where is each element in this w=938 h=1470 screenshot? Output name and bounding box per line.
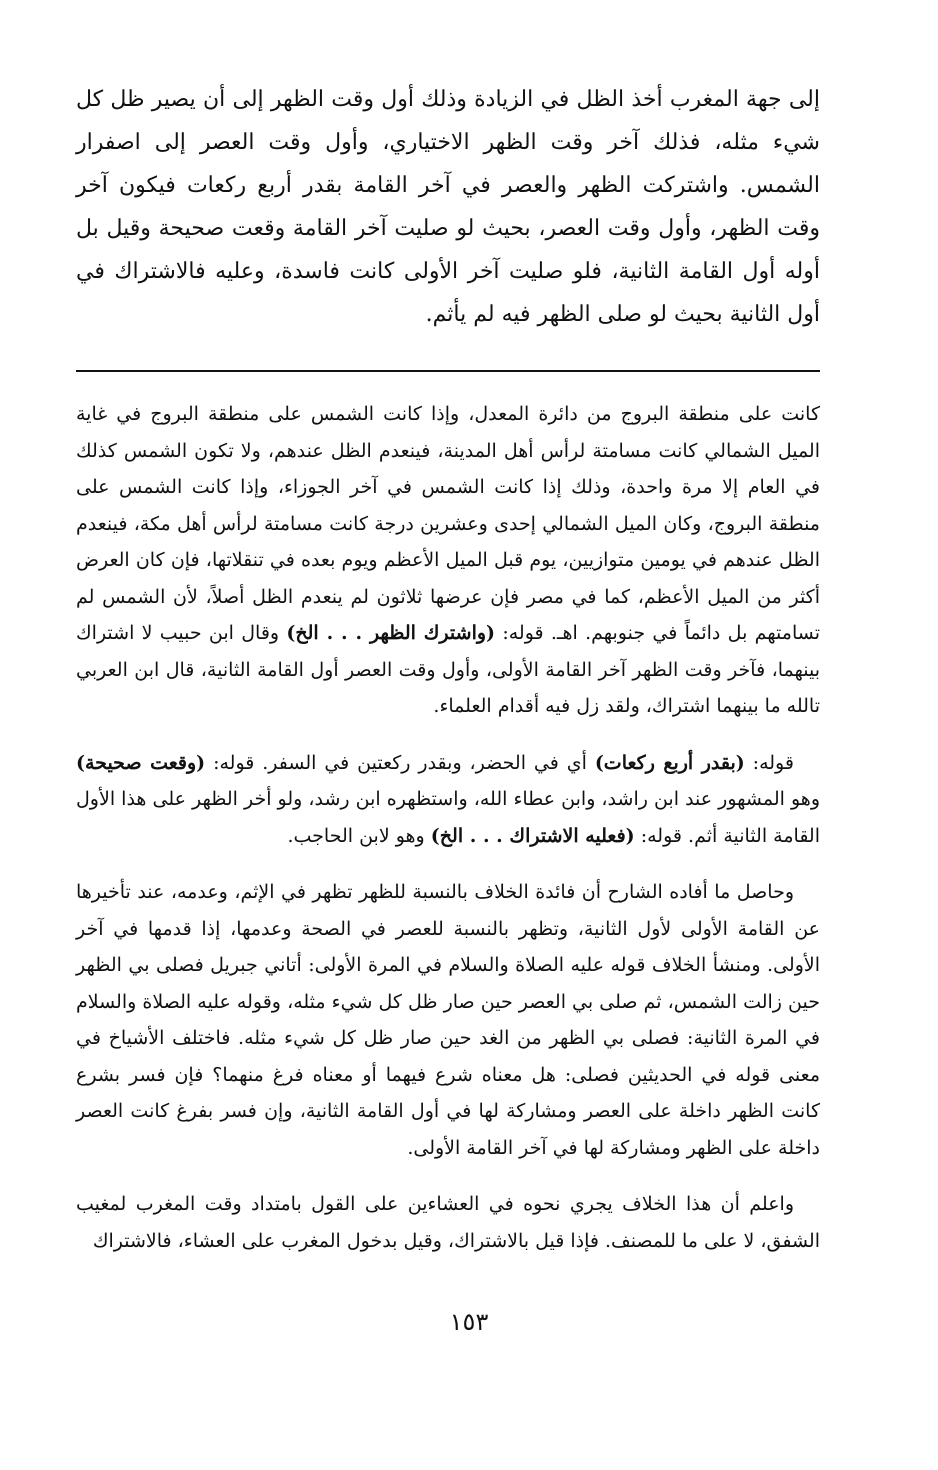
footnote-quote: (واشترك الظهر . . . الخ)	[286, 622, 496, 644]
footnote-text: وقال ابن حبيب لا اشتراك بينهما، فآخر وقت الظهر آخر القامة الأولى، وأول وقت العصر أول القامة الثانية، قال ابن العربي تالله ما بينهما اشتراك، ولقد زل فيه أقدام العلماء.	[76, 622, 820, 717]
footnote-paragraph: وحاصل ما أفاده الشارح أن فائدة الخلاف بالنسبة للظهر تظهر في الإثم، وعدمه، عند تأخيرها عن القامة الأولى لأول الثانية، وتظهر بالنسبة للعصر في الصحة وعدمها، إذا قدمها في آخر الأولى. ومنشأ الخلاف قوله عليه الصلاة والسلام في المرة الأولى: أتاني جبريل فصلى بي الظهر حين زالت الشمس، ثم صلى بي العصر حين صار ظل كل شيء مثله، وقوله عليه الصلاة والسلام في المرة الثانية: فصلى بي الظهر من الغد حين صار ظل كل شيء مثله. فاختلف الأشياخ في معنى قوله في الحديثين فصلى: هل معناه شرع فيهما أو معناه فرغ منهما؟ فإن فسر بشرع كانت الظهر داخلة على العصر ومشاركة لها في أول القامة الثانية، وإن فسر بفرغ كانت العصر داخلة على الظهر ومشاركة لها في آخر القامة الأولى.	[76, 881, 820, 1159]
footnote-separator	[76, 370, 820, 372]
footnote-text: وهو لابن الحاجب.	[287, 824, 425, 847]
footnote-paragraph	[76, 396, 820, 725]
footnote-quote: (وقعت صحيحة)	[76, 751, 206, 774]
footnote-quote: (فعليه الاشتراك . . . الخ)	[430, 824, 635, 847]
footnotes	[76, 396, 820, 1259]
footnote-text: قوله:	[752, 751, 794, 774]
footnote-text: كانت على منطقة البروج من دائرة المعدل، وإذا كانت الشمس على منطقة البروج في غاية الميل الشمالي كانت مسامتة لرأس أهل المدينة، فينعدم الظل عندهم، ولا تكون الشمس كذلك في العام إلا مرة واحدة، وذلك إذا كانت الشمس في آخر الجوزاء، وإذا كانت الشمس على منطقة البروج، وكان الميل الشمالي إحدى وعشرين درجة كانت مسامتة لرأس أهل مكة، فينعدم الظل عندهم في يومين متوازيين، يوم قبل الميل الأعظم ويوم بعده في تنقلاتها، فإن كان العرض أكثر من الميل الأعظم، كما في مصر فإن عرضها ثلاثون لم ينعدم الظل أصلاً، لأن الشمس لم تسامتهم بل دائماً في جنوبهم. اهـ. قوله:	[76, 403, 820, 644]
footnote-text: أي في الحضر، وبقدر ركعتين في السفر. قوله:	[213, 751, 587, 774]
footnote-paragraph: واعلم أن هذا الخلاف يجري نحوه في العشاءين على القول بامتداد وقت المغرب لمغيب الشفق، لا على ما للمصنف. فإذا قيل بالاشتراك، وقيل بدخول المغرب على العشاء، فالاشتراك	[76, 1193, 820, 1252]
footnote-quote: (بقدر أربع ركعات)	[594, 751, 745, 774]
footnote-paragraph	[76, 745, 820, 855]
main-text	[76, 78, 820, 336]
book-page	[76, 78, 820, 1279]
page-number: ١٥٣	[449, 1308, 489, 1336]
main-paragraph: إلى جهة المغرب أخذ الظل في الزيادة وذلك أول وقت الظهر إلى أن يصير ظل كل شيء مثله، فذلك آخر وقت الظهر الاختياري، وأول وقت العصر إلى اصفرار الشمس. واشتركت الظهر والعصر في آخر القامة بقدر أربع ركعات فيكون آخر وقت الظهر، وأول وقت العصر، بحيث لو صليت آخر القامة وقعت صحيحة وقيل بل أوله أول القامة الثانية، فلو صليت آخر الأولى كانت فاسدة، وعليه فالاشتراك في أول الثانية بحيث لو صلى الظهر فيه لم يأثم.	[76, 87, 820, 327]
footnote-text: وهو المشهور عند ابن راشد، وابن عطاء الله، واستظهره ابن رشد، ولو أخر الظهر على هذا الأول القامة الثانية أثم. قوله:	[76, 788, 820, 847]
